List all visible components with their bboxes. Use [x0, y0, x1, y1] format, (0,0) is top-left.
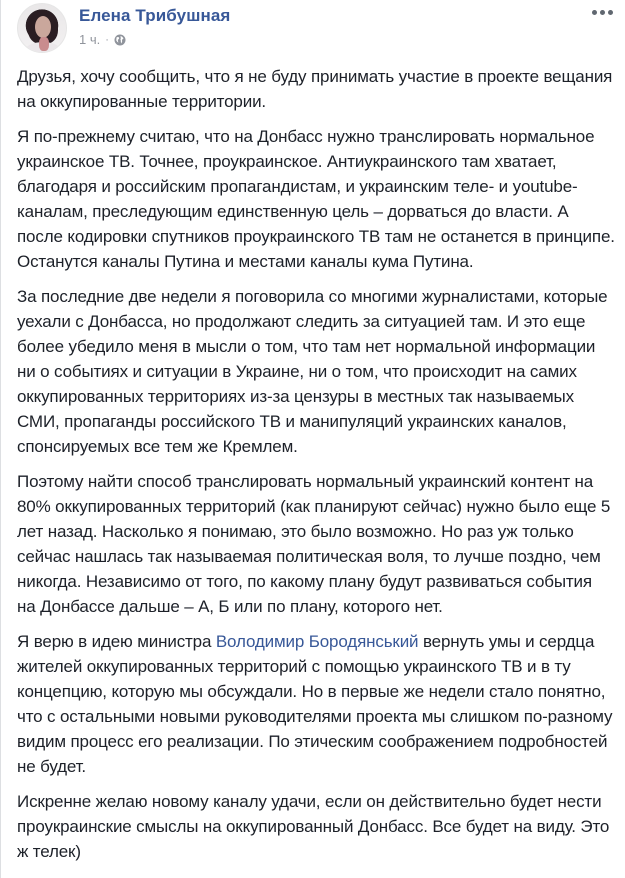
globe-icon[interactable]	[114, 34, 126, 46]
more-dot	[600, 10, 605, 15]
post-paragraph	[17, 629, 615, 779]
post-paragraph: Я по-прежнему считаю, что на Донбасс нужно транслировать нормальное украинское ТВ. Точнее, проукраинское. Антиукраинского там хватает, благодаря и российским пропагандистам, и украинским теле- и youtube-каналам, преследующим единственную цель – дорваться до власти. А после кодировки спутников проукраинского ТВ там не останется в принципе. Останутся каналы Путина и местами каналы кума Путина.	[17, 127, 615, 271]
more-dot	[608, 10, 613, 15]
more-options-button[interactable]	[592, 10, 613, 15]
author-avatar[interactable]	[17, 3, 67, 53]
post-body	[17, 64, 615, 874]
author-name-link[interactable]: Елена Трибушная	[79, 6, 231, 25]
post-paragraph: Поэтому найти способ транслировать нормальный украинский контент на 80% оккупированных территорий (как планируют сейчас) нужно было еще 5 лет назад. Насколько я понимаю, это было возможно. Но раз уж только сейчас нашлась так называемая политическая воля, то лучше поздно, чем никогда. Независимо от того, по какому плану будут развиваться события на Донбассе дальше – А, Б или по плану, которого нет.	[17, 472, 611, 616]
post-paragraph: Искренне желаю новому каналу удачи, если он действительно будет нести проукраинские смыслы на оккупированный Донбасс. Все будет на виду. Это ж телек)	[17, 792, 610, 861]
post-paragraph: За последние две недели я поговорила со многими журналистами, которые уехали с Донбасса, но продолжают следить за ситуацией там. И это еще более убедило меня в мысли о том, что там нет нормальной информации ни о событиях и ситуации в Украине, ни о том, что происходит на самих оккупированных территориях из-за цензуры в местных так называемых СМИ, пропаганды российского ТВ и манипуляций украинских каналов, спонсируемых все тем же Кремлем.	[17, 287, 608, 456]
post-meta	[79, 32, 126, 47]
paragraph-text: вернуть умы и сердца жителей оккупированных территорий с помощью украинского ТВ и в ту концепцию, которую мы обсуждали. Но в первые же недели стало понятно, что с остальными новыми руководителями проекта мы слишком по-разному видим процесс его реализации. По этическим соображением подробностей не будет.	[17, 632, 613, 776]
more-dot	[592, 10, 597, 15]
meta-separator: ·	[105, 33, 109, 46]
paragraph-text: Я верю в идею министра	[17, 632, 216, 651]
post-paragraph: Друзья, хочу сообщить, что я не буду принимать участие в проекте вещания на оккупированные территории.	[17, 67, 613, 111]
mention-link[interactable]: Володимир Бородянський	[215, 632, 419, 651]
post-header	[1, 0, 625, 64]
post-timestamp[interactable]: 1 ч.	[79, 32, 101, 47]
